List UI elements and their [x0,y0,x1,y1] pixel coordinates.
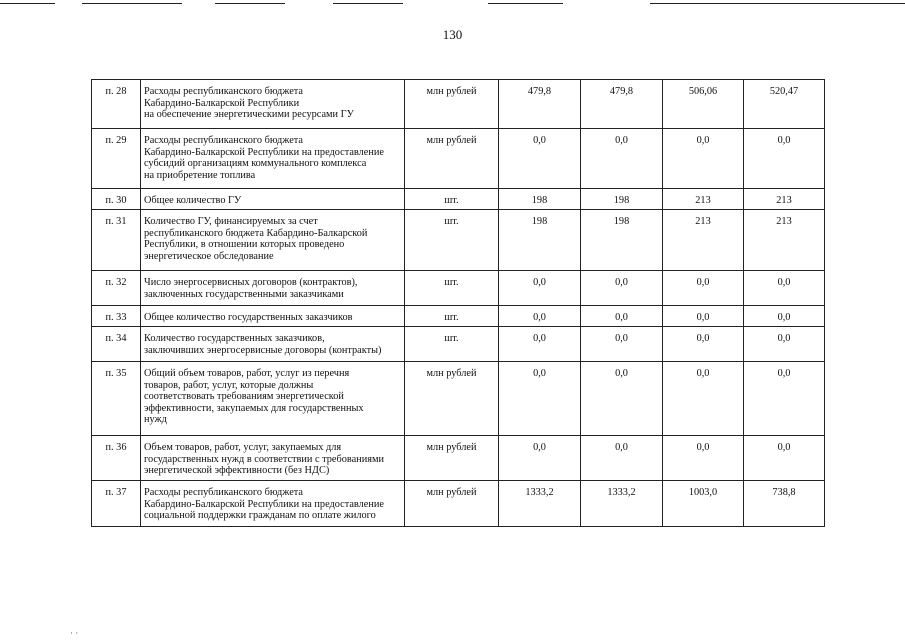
indicator-description-cell: Расходы республиканского бюджета Кабардино-Балкарской Республики на предоставление субсидий организациям коммунального комплекса на приобретение топлива [141,129,405,189]
row-number-cell: п. 33 [92,306,141,327]
header-rule [0,3,55,4]
page-number: 130 [442,27,463,42]
table-row [92,362,825,436]
table-body [92,80,825,527]
value-cell: 479,8 [499,80,581,129]
header-rule [333,3,403,4]
header-rule [650,3,905,4]
indicators-table [91,79,825,527]
value-cell: 506,06 [663,80,744,129]
row-number-cell: п. 28 [92,80,141,129]
value-cell: 0,0 [744,306,825,327]
value-cell: 0,0 [744,436,825,481]
value-cell: 0,0 [499,436,581,481]
value-cell: 213 [663,189,744,210]
value-cell: 0,0 [499,306,581,327]
indicator-description-cell: Число энергосервисных договоров (контрактов), заключенных государственными заказчиками [141,271,405,306]
value-cell: 0,0 [499,129,581,189]
unit-cell: шт. [405,210,499,271]
value-cell: 0,0 [581,436,663,481]
row-number-cell: п. 30 [92,189,141,210]
value-cell: 0,0 [744,327,825,362]
value-cell: 0,0 [663,271,744,306]
header-rule [215,3,285,4]
value-cell: 213 [744,210,825,271]
value-cell: 0,0 [663,306,744,327]
indicator-description-cell: Количество государственных заказчиков, заключивших энергосервисные договоры (контракты) [141,327,405,362]
value-cell: 0,0 [581,362,663,436]
value-cell: 198 [499,210,581,271]
scan-marks: · · [70,628,79,638]
unit-cell: млн рублей [405,362,499,436]
value-cell: 0,0 [744,271,825,306]
row-number-cell: п. 37 [92,481,141,527]
value-cell: 0,0 [581,271,663,306]
header-rule [488,3,563,4]
value-cell: 1333,2 [499,481,581,527]
unit-cell: шт. [405,189,499,210]
value-cell: 1333,2 [581,481,663,527]
value-cell: 0,0 [499,327,581,362]
value-cell: 198 [499,189,581,210]
unit-cell: млн рублей [405,129,499,189]
value-cell: 0,0 [499,271,581,306]
table-row [92,481,825,527]
header-rule [82,3,182,4]
value-cell: 0,0 [581,327,663,362]
row-number-cell: п. 31 [92,210,141,271]
table-row [92,129,825,189]
value-cell: 0,0 [499,362,581,436]
unit-cell: млн рублей [405,481,499,527]
table-row [92,210,825,271]
row-number-cell: п. 36 [92,436,141,481]
value-cell: 479,8 [581,80,663,129]
unit-cell: млн рублей [405,80,499,129]
value-cell: 738,8 [744,481,825,527]
table-row [92,80,825,129]
table-row [92,327,825,362]
indicator-description-cell: Расходы республиканского бюджета Кабардино-Балкарской Республики на обеспечение энергетическими ресурсами ГУ [141,80,405,129]
value-cell: 0,0 [581,306,663,327]
table-row [92,306,825,327]
value-cell: 0,0 [663,436,744,481]
unit-cell: млн рублей [405,436,499,481]
unit-cell: шт. [405,327,499,362]
row-number-cell: п. 35 [92,362,141,436]
table-row [92,189,825,210]
row-number-cell: п. 29 [92,129,141,189]
indicator-description-cell: Объем товаров, работ, услуг, закупаемых для государственных нужд в соответствии с требованиями энергетической эффективности (без НДС) [141,436,405,481]
row-number-cell: п. 34 [92,327,141,362]
table-row [92,271,825,306]
value-cell: 0,0 [663,129,744,189]
value-cell: 0,0 [663,362,744,436]
value-cell: 213 [744,189,825,210]
value-cell: 1003,0 [663,481,744,527]
value-cell: 198 [581,210,663,271]
indicator-description-cell: Общее количество государственных заказчиков [141,306,405,327]
indicator-description-cell: Общее количество ГУ [141,189,405,210]
value-cell: 520,47 [744,80,825,129]
table-row [92,436,825,481]
value-cell: 0,0 [744,129,825,189]
unit-cell: шт. [405,306,499,327]
value-cell: 0,0 [581,129,663,189]
indicator-description-cell: Количество ГУ, финансируемых за счет республиканского бюджета Кабардино-Балкарской Республики, в отношении которых проведено энергетическое обследование [141,210,405,271]
indicator-description-cell: Общий объем товаров, работ, услуг из перечня товаров, работ, услуг, которые должны соответствовать требованиям энергетической эффективности, закупаемых для государственных нужд [141,362,405,436]
row-number-cell: п. 32 [92,271,141,306]
value-cell: 198 [581,189,663,210]
indicator-description-cell: Расходы республиканского бюджета Кабардино-Балкарской Республики на предоставление социальной поддержки гражданам по оплате жилого [141,481,405,527]
unit-cell: шт. [405,271,499,306]
value-cell: 0,0 [663,327,744,362]
value-cell: 213 [663,210,744,271]
value-cell: 0,0 [744,362,825,436]
